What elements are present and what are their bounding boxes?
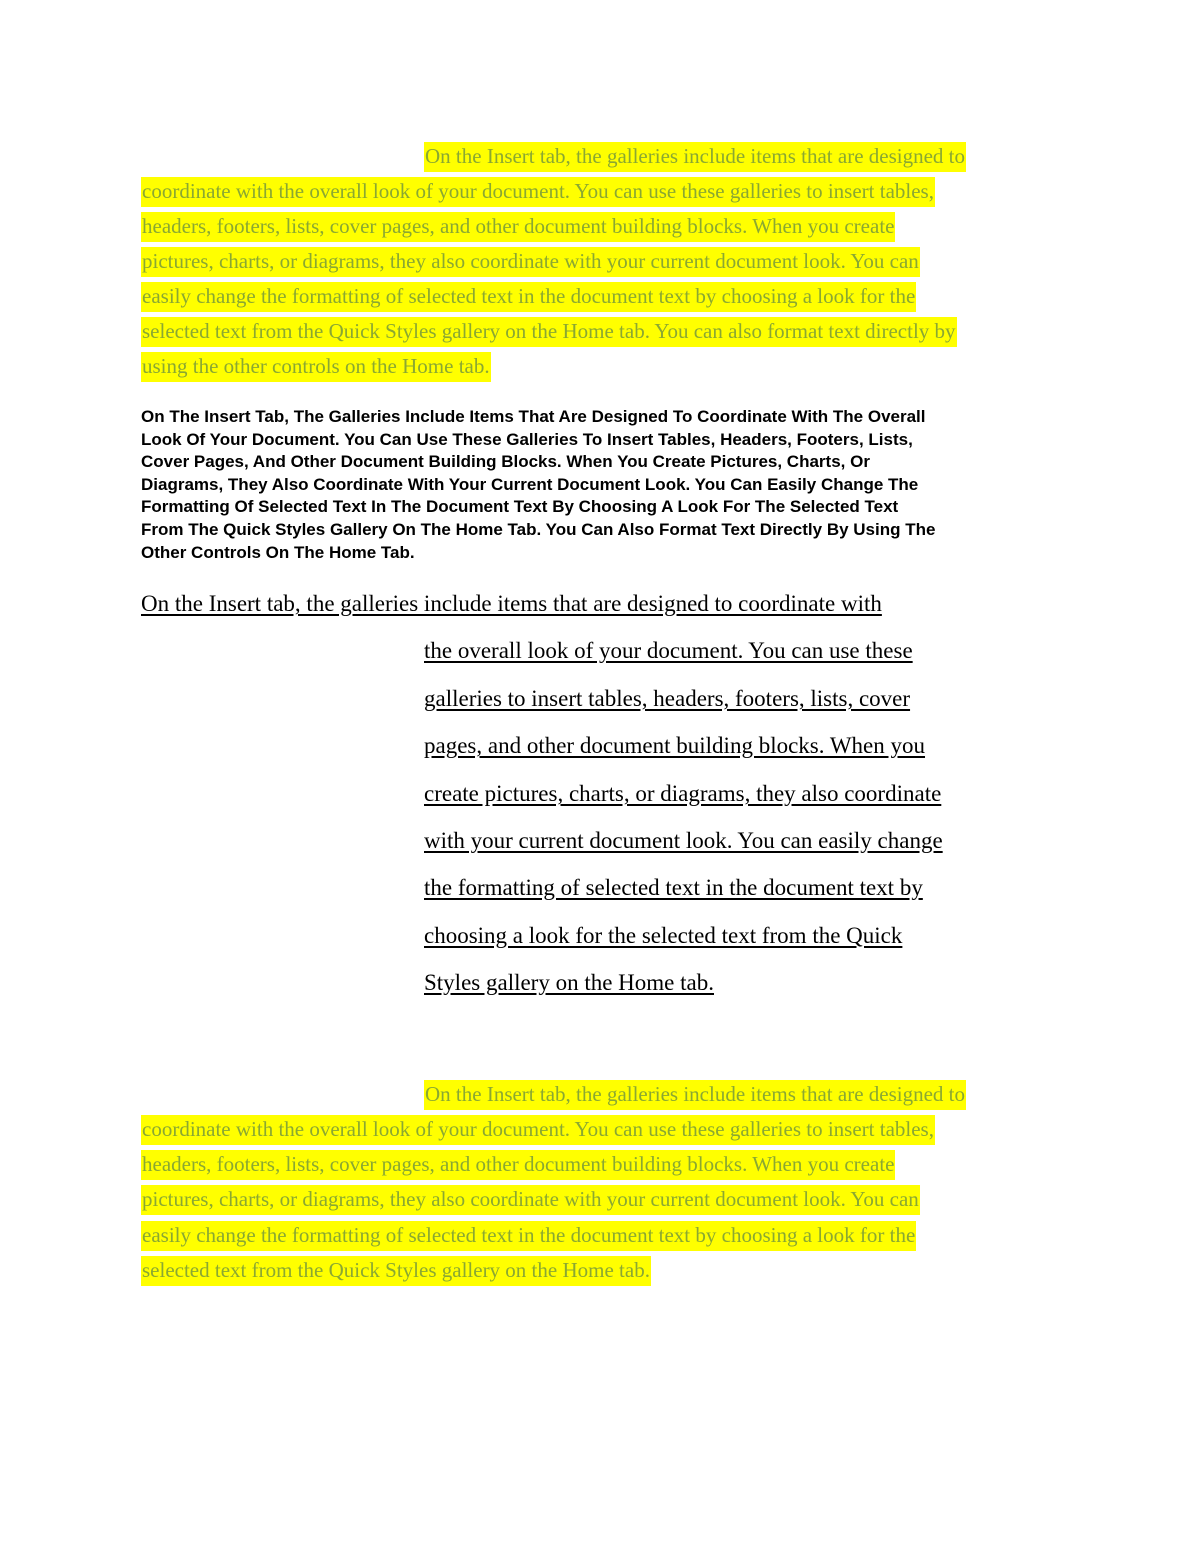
paragraph-line: the overall look of your document. You can use these <box>424 638 913 663</box>
paragraph-line: From The Quick Styles Gallery On The Home Tab. You Can Also Format Text Directly By Using The <box>141 519 936 539</box>
paragraph-line: selected text from the Quick Styles gallery on the Home tab. You can also format text directly by <box>141 314 957 349</box>
paragraph-line: using the other controls on the Home tab. <box>141 349 491 384</box>
paragraph-line: Other Controls On The Home Tab. <box>141 542 415 562</box>
paragraph-line: Look Of Your Document. You Can Use These Galleries To Insert Tables, Headers, Footers, Lists, <box>141 429 913 449</box>
paragraph-line: headers, footers, lists, cover pages, and other document building blocks. When you create <box>141 1147 895 1182</box>
paragraph-line: Diagrams, They Also Coordinate With Your Current Document Look. You Can Easily Change The <box>141 474 919 494</box>
paragraph-line: coordinate with the overall look of your document. You can use these galleries to insert tables, <box>141 174 935 209</box>
paragraph-line: easily change the formatting of selected text in the document text by choosing a look for the <box>141 1218 916 1253</box>
paragraph-line: Cover Pages, And Other Document Building Blocks. When You Create Pictures, Charts, Or <box>141 452 870 472</box>
paragraph-line: galleries to insert tables, headers, footers, lists, cover <box>424 686 911 711</box>
paragraph-line: selected text from the Quick Styles gallery on the Home tab. <box>141 1253 651 1288</box>
paragraph-line: On the Insert tab, the galleries include items that are designed to coordinate with <box>141 591 882 616</box>
paragraph-line: Formatting Of Selected Text In The Document Text By Choosing A Look For The Selected Text <box>141 497 899 517</box>
paragraph-line: pages, and other document building blocks. When you <box>424 733 926 758</box>
paragraph-line: headers, footers, lists, cover pages, and other document building blocks. When you create <box>141 209 895 244</box>
paragraph-line: pictures, charts, or diagrams, they also coordinate with your current document look. You can <box>141 1182 920 1217</box>
paragraph-line: easily change the formatting of selected text in the document text by choosing a look for the <box>141 279 916 314</box>
paragraph-line: coordinate with the overall look of your document. You can use these galleries to insert tables, <box>141 1112 935 1147</box>
paragraph-line: the formatting of selected text in the document text by <box>424 875 923 900</box>
paragraph-line: On the Insert tab, the galleries include items that are designed to <box>424 1077 966 1112</box>
paragraph-line: with your current document look. You can easily change <box>424 828 943 853</box>
paragraph-line: pictures, charts, or diagrams, they also coordinate with your current document look. You can <box>141 244 920 279</box>
paragraph-line: On The Insert Tab, The Galleries Include Items That Are Designed To Coordinate With The Overall <box>141 407 926 426</box>
paragraph-line: create pictures, charts, or diagrams, they also coordinate <box>424 781 942 806</box>
paragraph-line: choosing a look for the selected text from the Quick <box>424 923 903 948</box>
bold-paragraph <box>141 406 1071 564</box>
paragraph-line: On the Insert tab, the galleries include items that are designed to <box>424 139 966 174</box>
paragraph-line: Styles gallery on the Home tab. <box>424 970 714 995</box>
